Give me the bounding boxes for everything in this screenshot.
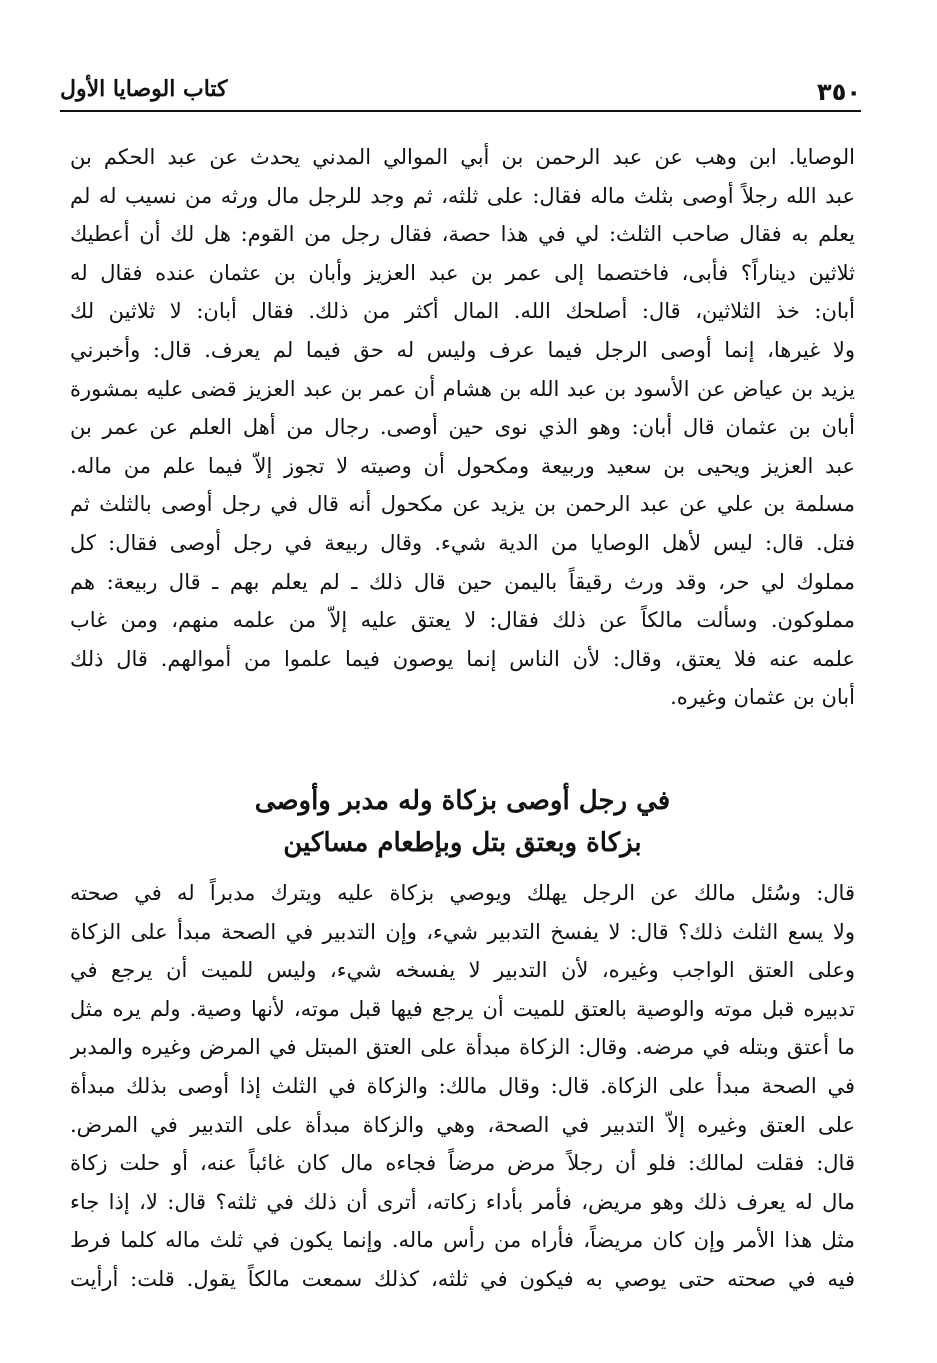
- page-number: ٣٥٠: [817, 78, 861, 106]
- text-line: وعلى العتق الواجب وغيره، لأن التدبير لا يفسخه شيء، وليس للميت أن يرجع في: [70, 958, 855, 983]
- text-line: علمه عنه فلا يعتق، وقال: لأن الناس إنما يوصون فيما علموا من أموالهم. قال ذلك: [70, 646, 855, 671]
- text-line: في الصحة مبدأ على الزكاة. قال: وقال مالك: والزكاة في الثلث إذا أوصى بذلك مبدأة: [70, 1073, 855, 1098]
- book-title: كتاب الوصايا الأول: [60, 76, 228, 102]
- running-header: [60, 70, 861, 110]
- text-line: مسلمة بن علي عن عبد الرحمن بن يزيد عن مكحول أنه قال في رجل أوصى بالثلث ثم: [70, 492, 855, 517]
- text-line: مملوك لي حر، وقد ورث رقيقاً باليمن حين قال ذلك ـ لم يعلم بهم ـ قال ربيعة: هم: [70, 569, 855, 594]
- text-line: على العتق وغيره إلاّ التدبير في الصحة، وهي والزكاة مبدأة على التدبير في المرض.: [70, 1112, 855, 1137]
- text-line: قال: وسُئل مالك عن الرجل يهلك ويوصي بزكاة عليه ويترك مدبراً له في صحته: [70, 881, 855, 905]
- section-heading-line: بزكاة وبعتق بتل وبإطعام مساكين: [283, 828, 642, 858]
- paragraph-2: [70, 874, 855, 1299]
- text-line: مثل هذا الأمر وإن كان مريضاً، فأراه من رأس ماله. وإنما يكون في ثلث ماله كلما فرط: [70, 1228, 855, 1253]
- text-line: ثلاثين ديناراً؟ فأبى، فاختصما إلى عمر بن عبد العزيز وأبان بن عثمان عنده فقال له: [70, 260, 855, 285]
- text-line: تدبيره قبل موته والوصية بالعتق للميت أن يرجع فيها قبل موته، لأنها وصية. ولم يره مثل: [70, 996, 855, 1021]
- text-line: عبد العزيز ويحيى بن سعيد وربيعة ومكحول أن وصيته لا تجوز إلاّ فيما علم من ماله.: [70, 453, 855, 478]
- header-rule: [60, 110, 861, 112]
- text-line: الوصايا. ابن وهب عن عبد الرحمن بن أبي الموالي المدني يحدث عن عبد الحكم بن: [70, 145, 855, 169]
- text-line: يعلم به فقال صاحب الثلث: لي في هذا حصة، فقال رجل من القوم: هل لك أن أعطيك: [70, 222, 855, 247]
- text-line: فيه في صحته حتى يوصي به فيكون في ثلثه، كذلك سمعت مالكاً يقول. قلت: أرأيت: [70, 1266, 855, 1291]
- text-line: ولا غيرها، إنما أوصى الرجل فيما عرف وليس له حق فيما لم يعرف. قال: وأخبرني: [70, 337, 855, 362]
- text-line: قال: فقلت لمالك: فلو أن رجلاً مرض مرضاً فجاءه مال كان غائباً عنه، أو حلت زكاة: [70, 1151, 855, 1176]
- text-line: مملوكون. وسألت مالكاً عن ذلك فقال: لا يعتق عليه إلاّ من علمه منهم، ومن غاب: [70, 608, 855, 633]
- section-heading: [70, 780, 855, 864]
- paragraph-1: [70, 138, 855, 717]
- text-line: أبان بن عثمان قال أبان: وهو الذي نوى حين أوصى. رجال من أهل العلم عن عمر بن: [70, 415, 855, 440]
- text-line: مال له يعرف ذلك وهو مريض، فأمر بأداء زكاته، أترى أن ذلك في ثلثه؟ قال: لا، إذا جاء: [70, 1189, 855, 1214]
- text-line: يزيد بن عياض عن الأسود بن عبد الله بن هشام أن عمر بن عبد العزيز قضى عليه بمشورة: [70, 376, 855, 401]
- text-line: أبان: خذ الثلاثين، قال: أصلحك الله. المال أكثر من ذلك. فقال أبان: لا ثلاثين لك: [70, 299, 855, 324]
- text-line: فتل. قال: ليس لأهل الوصايا من الدية شيء. وقال ربيعة في رجل أوصى فقال: كل: [70, 530, 855, 555]
- text-line: عبد الله رجلاً أوصى بثلث ماله فقال: على ثلثه، ثم وجد للرجل مال ورثه من نسيب له لم: [70, 183, 855, 208]
- text-line: ما أعتق وبتله في مرضه. وقال: الزكاة مبدأة على العتق المبتل في المرض وغيره والمدبر: [70, 1035, 855, 1060]
- text-line: ولا يسع الثلث ذلك؟ قال: لا يفسخ التدبير شيء، وإن التدبير في الصحة مبدأ على الزكاة: [70, 919, 855, 944]
- section-heading-line: في رجل أوصى بزكاة وله مدبر وأوصى: [254, 786, 671, 816]
- text-line: أبان بن عثمان وغيره.: [670, 685, 855, 710]
